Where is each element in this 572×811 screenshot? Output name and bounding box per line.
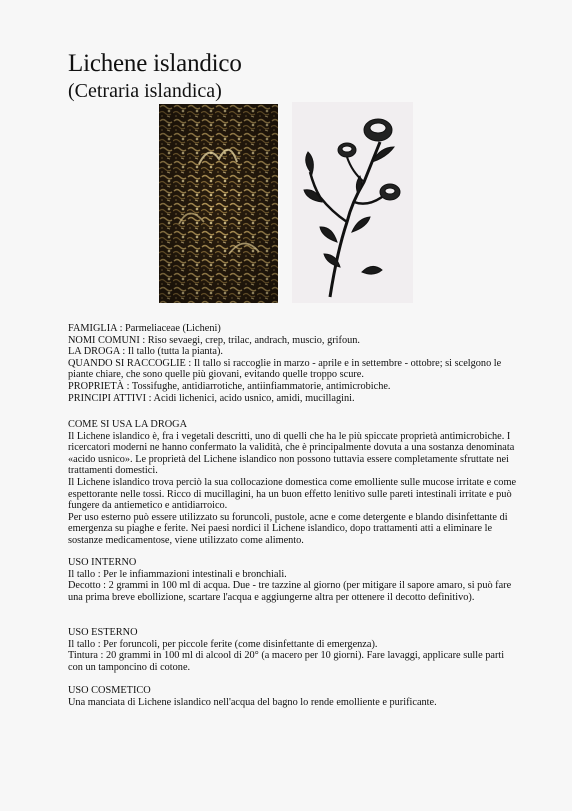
come-si-usa-p2: Il Lichene islandico trova perciò la sua collocazione domestica come emolliente sulle mucose irritate e come espettorante nelle tossi. Ricco di mucillagini, ha un buon effetto lenitivo sulle pareti intestinali irritate e può fungere da antiemetico e antidiarroico. — [68, 476, 517, 512]
page-title: Lichene islandico — [68, 50, 242, 77]
page-subtitle: (Cetraria islandica) — [68, 80, 222, 102]
lichen-botanical-drawing — [292, 102, 413, 303]
uso-cosmetico-section — [68, 685, 518, 708]
raccoglie-line: QUANDO SI RACCOGLIE : Il tallo si raccoglie in marzo - aprile e in settembre - ottobre; si scelgono le piante chiare, che sono quelle più giovani, evitando quelle troppo scure. — [68, 357, 502, 381]
uso-interno-heading: USO INTERNO — [68, 557, 137, 568]
uso-interno-p1: Il tallo : Per le infiammazioni intestinali e bronchiali. — [68, 568, 287, 580]
uso-cosmetico-p1: Una manciata di Lichene islandico nell'acqua del bagno lo rende emolliente e purificante. — [68, 696, 437, 708]
plant-info-block — [68, 323, 518, 404]
uso-esterno-p1: Il tallo : Per foruncoli, per piccole ferite (come disinfettante di emergenza). — [68, 638, 378, 650]
uso-interno-p2: Decotto : 2 grammi in 100 ml di acqua. Due - tre tazzine al giorno (per mitigare il sapore amaro, si può fare una prima breve ebollizione, scartare l'acqua e aggiungerne altra per ottenere il decotto definitivo). — [68, 580, 512, 603]
come-si-usa-p3: Per uso esterno può essere utilizzato su foruncoli, pustole, acne e come detergente e blando disinfettante di emergenza su piaghe e ferite. Nei paesi nordici il Lichene islandico, dopo trattamenti atti a eliminare le sostanze medicamentose, viene utilizzato come alimento. — [68, 511, 508, 546]
uso-esterno-section — [68, 627, 518, 673]
uso-interno-section — [68, 557, 518, 603]
nomi-comuni-line: NOMI COMUNI : Riso sevaegi, crep, trilac, andrach, muscio, grifoun. — [68, 334, 360, 346]
lichen-photo — [159, 104, 278, 303]
principi-line: PRINCIPI ATTIVI : Acidi lichenici, acido usnico, amidi, mucillagini. — [68, 392, 355, 404]
famiglia-line: FAMIGLIA : Parmeliaceae (Licheni) — [68, 323, 221, 334]
proprieta-line: PROPRIETÀ : Tossifughe, antidiarrotiche, antiinfiammatorie, antimicrobiche. — [68, 380, 391, 392]
uso-esterno-heading: USO ESTERNO — [68, 627, 138, 638]
come-si-usa-heading: COME SI USA LA DROGA — [68, 419, 188, 430]
uso-cosmetico-heading: USO COSMETICO — [68, 685, 151, 696]
come-si-usa-p1: Il Lichene islandico è, fra i vegetali descritti, uno di quelli che ha le più spiccate proprietà antimicrobiche. I ricercatori moderni ne hanno confermato la validità, che è principalmente dovuta a una sostanza denominata «acido usnico». Le proprietà del Lichene islandico non possono tuttavia essere completamente sfruttate nei trattamenti domestici. — [68, 430, 515, 477]
uso-esterno-p2: Tintura : 20 grammi in 100 ml di alcool di 20° (a macero per 10 giorni). Fare lavaggi, applicare sulle parti con un tamponcino di cotone. — [68, 650, 505, 673]
come-si-usa-section — [68, 419, 518, 547]
droga-line: LA DROGA : Il tallo (tutta la pianta). — [68, 346, 223, 358]
